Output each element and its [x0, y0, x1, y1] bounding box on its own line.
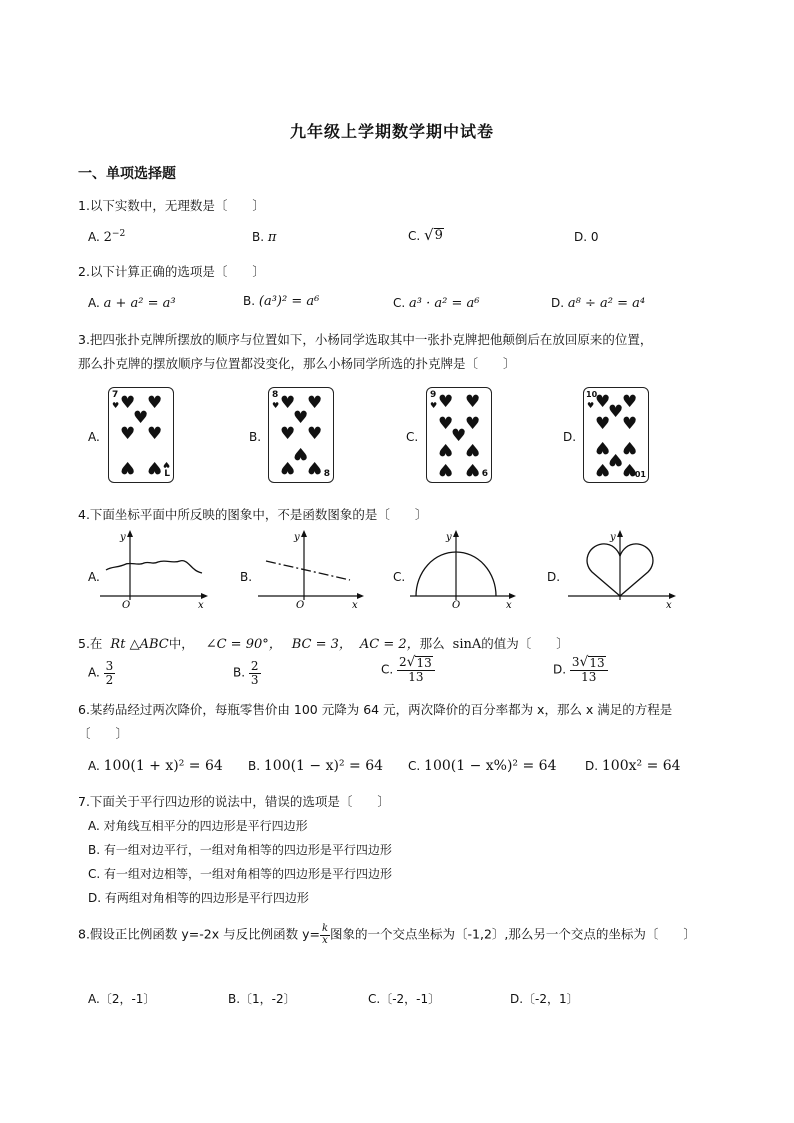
x-axis-label: x	[352, 600, 358, 611]
card-rank-bottom: L	[164, 469, 170, 479]
heart-icon: ♥	[293, 408, 309, 428]
y-axis-label: y	[120, 532, 126, 543]
option-label: A.	[88, 759, 100, 773]
y-axis-label: y	[294, 532, 300, 543]
arrow-icon	[453, 530, 459, 537]
arrow-icon	[357, 593, 364, 599]
card-seven[interactable]	[108, 387, 174, 483]
arrow-icon	[617, 530, 623, 537]
origin-label: O	[452, 600, 461, 611]
option-label: D.	[553, 662, 567, 677]
graph-a[interactable]	[96, 528, 212, 613]
q3-option-d-label[interactable]: D.	[563, 430, 577, 444]
arrow-icon	[669, 593, 676, 599]
card-rank-bottom: 01	[634, 470, 646, 479]
q1-d-value: 0	[590, 230, 599, 244]
q2-a-expr: a + a² = a³	[103, 296, 176, 311]
heart-icon: ♥	[608, 402, 624, 422]
y-axis-label: y	[446, 532, 452, 543]
q2-d-expr: a⁸ ÷ a² = a⁴	[567, 296, 646, 311]
heart-icon: ♥	[595, 459, 611, 479]
page-title: 九年级上学期数学期中试卷	[290, 122, 495, 141]
q6-option-d[interactable]	[585, 758, 681, 774]
heart-icon: ♥	[465, 459, 481, 479]
heart-icon: ♥	[595, 414, 611, 434]
option-label: B.	[233, 665, 246, 680]
origin-label: O	[122, 600, 131, 611]
q4-stem: 4.下面坐标平面中所反映的图象中，不是函数图象的是〔 〕	[78, 507, 428, 522]
q5-stem-end: 的值为〔 〕	[481, 636, 569, 651]
q5-option-d[interactable]	[553, 656, 608, 684]
option-label: A.	[88, 296, 100, 310]
heart-icon: ♥	[465, 392, 481, 412]
heart-icon: ♥	[608, 449, 624, 469]
graph-d[interactable]	[566, 528, 682, 613]
radicand: 13	[589, 656, 605, 670]
card-ten[interactable]	[583, 387, 649, 483]
origin-label: O	[296, 600, 305, 611]
heart-icon: ♥	[280, 457, 296, 477]
q6-option-c[interactable]	[408, 758, 556, 774]
dashed-line	[266, 561, 350, 580]
q7-stem: 7.下面关于平行四边形的说法中，错误的选项是〔 〕	[78, 794, 390, 809]
option-label: C.	[393, 296, 406, 310]
arrow-icon	[127, 530, 133, 537]
coefficient: 3	[571, 655, 580, 669]
q5-stem-pre: 5.在	[78, 636, 103, 651]
q8-stem-post: 图象的一个交点坐标为〔-1,2〕,那么另一个交点的坐标为〔 〕	[330, 926, 696, 942]
frac-denominator: 13	[581, 670, 597, 685]
q5-bc: BC = 3，	[291, 637, 352, 652]
heart-icon: ♥	[147, 457, 163, 477]
arrow-icon	[509, 593, 516, 599]
option-label: C.	[408, 229, 421, 243]
coefficient: 2	[399, 655, 407, 669]
q1-b-value: π	[267, 230, 277, 245]
card-rank-bottom: 8	[323, 469, 330, 479]
q3-stem-line1: 3.把四张扑克牌所摆放的顺序与位置如下，小杨同学选取其中一张扑克牌把他颠倒后在放回原来的位置，	[78, 332, 653, 347]
option-label: D.	[574, 230, 588, 244]
heart-icon: ♥	[280, 393, 296, 413]
option-label: D.	[585, 759, 599, 773]
heart-icon: ♥	[293, 443, 309, 463]
radicand: 13	[416, 656, 432, 670]
q3-option-a-label[interactable]: A.	[88, 430, 100, 444]
radical-sign: √	[579, 654, 589, 670]
x-axis-label: x	[666, 600, 672, 611]
q1-option-d[interactable]	[574, 230, 599, 244]
q5-stem-mid1: 中，	[168, 636, 194, 651]
q4-option-b-label[interactable]: B.	[240, 570, 253, 584]
arrow-icon	[301, 530, 307, 537]
q6-option-a[interactable]	[88, 758, 223, 774]
q2-stem: 2.以下计算正确的选项是〔 〕	[78, 264, 265, 279]
q2-option-b[interactable]	[243, 294, 319, 309]
q7-option-b[interactable]: B. 有一组对边平行，一组对角相等的四边形是平行四边形	[88, 843, 392, 857]
q4-option-c-label[interactable]: C.	[393, 570, 406, 584]
option-label: C.	[381, 662, 394, 677]
heart-icon: ♥	[438, 459, 454, 479]
section-heading: 一、单项选择题	[78, 166, 176, 182]
heart-icon: ♥	[595, 437, 611, 457]
arrow-icon	[201, 593, 208, 599]
q7-option-d[interactable]: D. 有两组对角相等的四边形是平行四边形	[88, 891, 309, 905]
card-rank: 9	[430, 390, 437, 400]
option-label: B.	[248, 759, 261, 773]
graph-b[interactable]	[254, 528, 370, 613]
heart-icon: ♥	[147, 393, 163, 413]
heart-icon: ♥	[147, 424, 163, 444]
heart-icon: ♥	[438, 439, 454, 459]
heart-icon: ♥	[595, 392, 611, 412]
card-rank: 8	[272, 390, 279, 400]
heart-icon: ♥	[438, 392, 454, 412]
heart-icon: ♥	[272, 401, 280, 410]
q8-option-c[interactable]: C.〔-2，-1〕	[368, 992, 441, 1006]
heart-icon: ♥	[622, 392, 638, 412]
q8-option-a[interactable]: A.〔2，-1〕	[88, 992, 156, 1006]
frac-numerator: 2	[250, 659, 259, 673]
heart-icon: ♥	[622, 459, 638, 479]
q1-a-base: 2	[103, 230, 112, 245]
q6-stem-line1: 6.某药品经过两次降价，每瓶零售价由 100 元降为 64 元，两次降价的百分率都为 x，那么 x 满足的方程是	[78, 702, 673, 717]
q1-a-exp: −2	[111, 229, 126, 239]
q5-triangle: Rt △ABC	[110, 637, 169, 652]
q2-option-d[interactable]	[551, 296, 645, 311]
heart-icon: ♥	[120, 393, 136, 413]
radical-sign: √	[424, 226, 434, 244]
q5-angle: ∠C = 90°，	[205, 637, 282, 652]
q5-ac: AC = 2，	[359, 637, 420, 652]
q6-d-expr: 100x² = 64	[601, 758, 681, 774]
option-label: D.	[551, 296, 565, 310]
q3-stem-line2: 那么扑克牌的摆放顺序与位置都没变化，那么小杨同学所选的扑克牌是〔 〕	[78, 356, 516, 371]
q7-option-a[interactable]: A. 对角线互相平分的四边形是平行四边形	[88, 819, 308, 833]
heart-icon: ♥	[465, 414, 481, 434]
frac-denominator: 2	[105, 672, 114, 687]
q8-stem-pre: 8.假设正比例函数 y=-2x 与反比例函数 y=	[78, 926, 320, 942]
heart-icon: ♥	[112, 401, 120, 410]
curve	[106, 561, 202, 573]
heart-icon: ♥	[162, 460, 170, 469]
q5-stem	[78, 633, 569, 652]
frac-denominator: x	[322, 934, 328, 946]
q1-option-c[interactable]	[408, 228, 444, 243]
y-axis-label: y	[610, 532, 616, 543]
frac-denominator: 3	[250, 672, 259, 687]
q6-c-expr: 100(1 − x%)² = 64	[424, 758, 557, 774]
q6-stem-line2: 〔 〕	[78, 726, 129, 741]
heart-icon: ♥	[430, 401, 438, 410]
heart-icon: ♥	[120, 424, 136, 444]
q6-a-expr: 100(1 + x)² = 64	[103, 758, 223, 774]
x-axis-label: x	[506, 600, 512, 611]
q2-c-expr: a³ · a² = a⁶	[409, 296, 480, 311]
q6-option-b[interactable]	[248, 758, 383, 774]
q3-option-b-label[interactable]: B.	[249, 430, 262, 444]
option-label: A.	[88, 665, 100, 680]
card-nine[interactable]	[426, 387, 492, 483]
card-eight[interactable]	[268, 387, 334, 483]
heart-icon: ♥	[587, 401, 595, 410]
q2-option-a[interactable]	[88, 296, 176, 311]
card-rank: 7	[112, 390, 119, 400]
heart-icon: ♥	[133, 408, 149, 428]
option-label: A.	[88, 230, 100, 244]
heart-icon: ♥	[280, 424, 296, 444]
x-axis-label: x	[198, 600, 204, 611]
card-rank-bottom: 6	[481, 469, 488, 479]
q1-option-a[interactable]	[88, 230, 125, 245]
card-rank: 10	[586, 390, 598, 399]
heart-icon: ♥	[307, 393, 323, 413]
q7-option-c[interactable]: C. 有一组对边相等，一组对角相等的四边形是平行四边形	[88, 867, 393, 881]
frac-numerator: 3	[105, 659, 114, 673]
q8-stem	[78, 924, 696, 946]
q2-b-expr: (a³)² = a⁶	[258, 294, 320, 309]
radical-sign: √	[406, 654, 416, 670]
q5-stem-mid2: 那么	[419, 636, 445, 651]
heart-icon: ♥	[622, 414, 638, 434]
heart-icon: ♥	[465, 439, 481, 459]
q3-option-c-label[interactable]: C.	[406, 430, 419, 444]
heart-icon: ♥	[622, 437, 638, 457]
option-label: B.	[252, 230, 265, 244]
q1-stem: 1.以下实数中，无理数是〔 〕	[78, 198, 265, 213]
frac-numerator: k	[321, 923, 329, 934]
heart-icon: ♥	[307, 424, 323, 444]
option-label: B.	[243, 294, 256, 308]
heart-icon: ♥	[451, 426, 467, 446]
heart-icon: ♥	[438, 414, 454, 434]
q5-sin: sinA	[452, 637, 482, 652]
frac-denominator: 13	[408, 670, 424, 685]
q5-option-c[interactable]	[381, 656, 435, 684]
heart-icon: ♥	[120, 457, 136, 477]
heart-icon: ♥	[307, 457, 323, 477]
q1-c-value: 9	[434, 228, 443, 243]
q8-option-d[interactable]: D.〔-2，1〕	[510, 992, 579, 1006]
q6-b-expr: 100(1 − x)² = 64	[263, 758, 384, 774]
option-label: C.	[408, 759, 421, 773]
q2-option-c[interactable]	[393, 296, 479, 311]
q8-option-b[interactable]: B.〔1，-2〕	[228, 992, 296, 1006]
q1-option-b[interactable]	[252, 230, 276, 245]
q5-option-b[interactable]	[233, 660, 261, 686]
q5-option-a[interactable]	[88, 660, 115, 686]
q4-option-a-label[interactable]: A.	[88, 570, 100, 584]
q4-option-d-label[interactable]: D.	[547, 570, 561, 584]
graph-c[interactable]	[406, 528, 522, 613]
